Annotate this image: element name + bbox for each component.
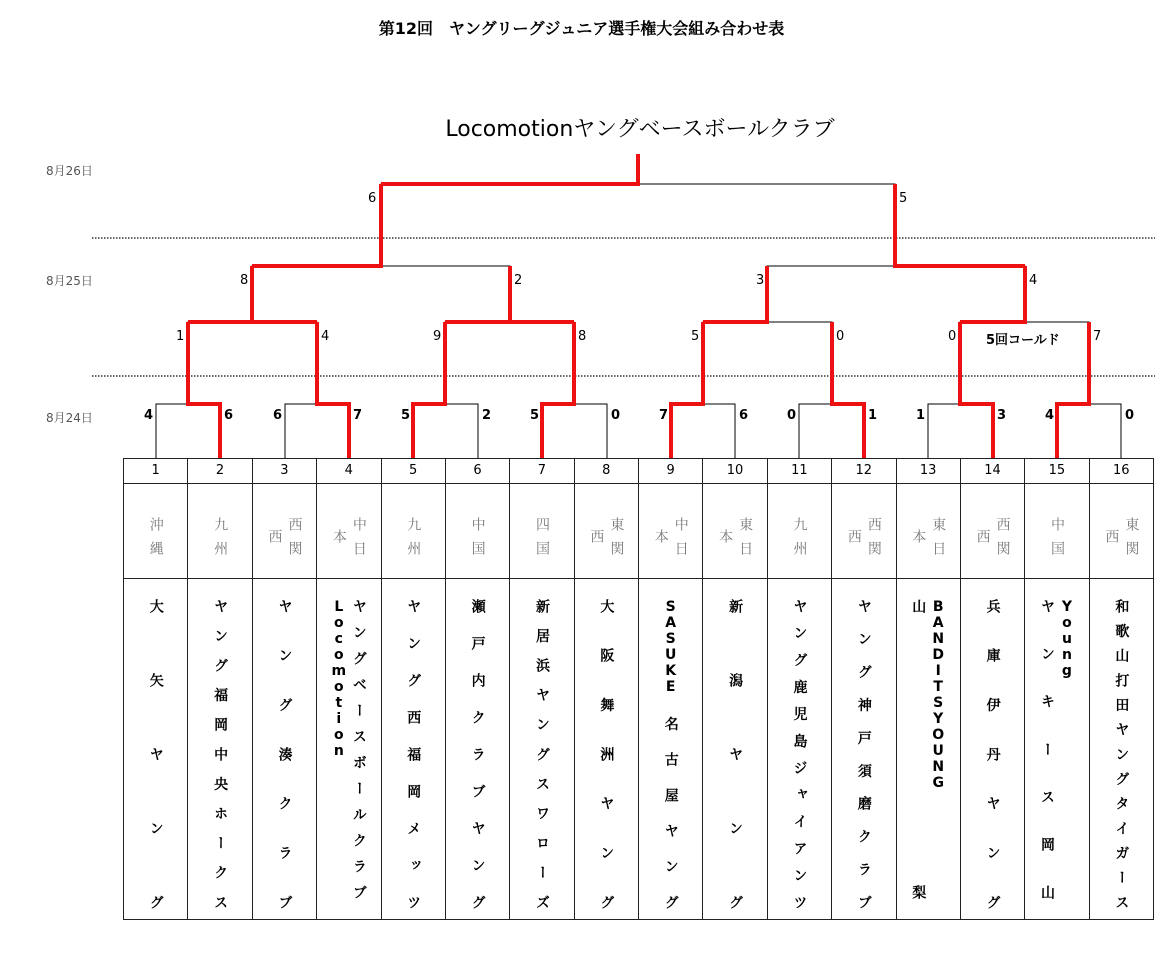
match-5-lines — [671, 404, 735, 458]
score-r1-2-left: 6 — [273, 408, 283, 423]
winner-path-r2a — [252, 266, 317, 322]
team-name-row — [124, 579, 1154, 920]
winner-path-2 — [188, 322, 220, 458]
team-name: ヤング湊クラブ — [276, 599, 293, 909]
score-r1-1-right: 6 — [224, 408, 234, 423]
team-number: 15 — [1025, 459, 1089, 484]
team-name: ヤング福岡中央ホークス — [212, 599, 229, 909]
score-r1-3-right: 2 — [482, 408, 492, 423]
match-9-lines — [188, 322, 317, 404]
score-r2-2-right: 8 — [578, 329, 587, 344]
team-name: 兵庫伊丹ヤング — [984, 599, 1001, 909]
team-number: 7 — [510, 459, 574, 484]
score-r2-4-left: 0 — [948, 329, 957, 344]
team-region: 中日本 — [330, 517, 367, 565]
entries-table — [123, 458, 1154, 920]
page-title: 第12回 ヤングリーグジュニア選手権大会組み合わせ表 — [378, 19, 785, 38]
score-r2-1-right: 4 — [321, 329, 330, 344]
match-11-lines — [703, 322, 832, 404]
score-r1-4-right: 0 — [611, 408, 621, 423]
team-name-line2: ヤングベースボールクラブ — [350, 599, 367, 899]
team-region: 東日本 — [717, 517, 754, 565]
team-name: 大矢ヤング — [147, 599, 164, 909]
match-4-lines — [542, 404, 607, 458]
date-final: 8月26日 — [46, 164, 93, 178]
team-region: 九州 — [212, 517, 229, 565]
score-r1-8-right: 0 — [1125, 408, 1135, 423]
team-number: 3 — [252, 459, 316, 484]
winner-path-r2e — [960, 266, 1025, 322]
team-region: 西関西 — [845, 517, 882, 565]
team-name: SASUKE名古屋ヤング — [662, 599, 679, 909]
team-number: 6 — [445, 459, 509, 484]
team-number: 5 — [381, 459, 445, 484]
score-r3-2-right: 4 — [1029, 273, 1038, 288]
called-game-note: 5回コールド — [986, 333, 1060, 348]
score-r2-3-right: 0 — [836, 329, 845, 344]
score-r2-1-left: 1 — [176, 329, 185, 344]
team-number: 4 — [317, 459, 381, 484]
score-r2-2-left: 9 — [433, 329, 442, 344]
match-1-lines — [156, 404, 220, 458]
final-lines — [381, 184, 895, 266]
team-number: 16 — [1089, 459, 1153, 484]
score-r1-6-right: 1 — [868, 408, 878, 423]
champion-name: Locomotionヤングベースボールクラブ — [445, 117, 835, 142]
team-name: Locomotion — [330, 599, 347, 759]
date-semis: 8月25日 — [46, 274, 93, 288]
match-3-lines — [413, 404, 478, 458]
match-7-lines — [928, 404, 993, 458]
tournament-bracket — [0, 0, 1163, 460]
winner-path-final — [381, 154, 638, 184]
winner-path-r3b — [895, 184, 1025, 266]
team-number: 9 — [639, 459, 703, 484]
winner-path-15 — [1057, 322, 1089, 458]
match-2-lines — [285, 404, 349, 458]
score-final-right: 5 — [899, 191, 908, 206]
score-r1-8-left: 4 — [1045, 408, 1055, 423]
score-r2-4-right: 7 — [1093, 329, 1102, 344]
team-name-line2: Young — [1058, 599, 1075, 679]
match-13-lines — [252, 266, 510, 322]
team-name: ヤング西福岡メッツ — [405, 599, 422, 909]
team-number-row — [124, 459, 1154, 484]
score-r1-2-right: 7 — [353, 408, 363, 423]
team-name: ヤング神戸須磨クラブ — [855, 599, 872, 909]
team-region: 西関西 — [266, 517, 303, 565]
score-r1-5-left: 7 — [659, 408, 669, 423]
team-region: 九州 — [791, 517, 808, 565]
team-number: 11 — [767, 459, 831, 484]
score-r3-2-left: 3 — [756, 273, 765, 288]
team-name: 大阪舞洲ヤング — [598, 599, 615, 909]
team-number: 13 — [896, 459, 960, 484]
score-r1-7-right: 3 — [997, 408, 1007, 423]
team-name-line2: BANDITSYOUNG — [930, 599, 947, 791]
team-name: ヤング鹿児島ジャイアンツ — [791, 599, 808, 909]
team-region: 東関西 — [588, 517, 625, 565]
date-first: 8月24日 — [46, 411, 93, 425]
team-region: 中国 — [1048, 517, 1065, 565]
team-region: 中日本 — [652, 517, 689, 565]
team-number: 12 — [832, 459, 896, 484]
team-name: 新潟ヤング — [727, 599, 744, 909]
match-6-lines — [799, 404, 864, 458]
score-r1-4-left: 5 — [530, 408, 540, 423]
team-region: 西関西 — [974, 517, 1011, 565]
team-number: 1 — [124, 459, 188, 484]
match-8-lines — [1057, 404, 1121, 458]
score-final-left: 6 — [368, 191, 377, 206]
team-number: 8 — [574, 459, 638, 484]
team-region: 東関西 — [1103, 517, 1140, 565]
match-14-lines — [767, 266, 1025, 322]
score-r3-1-left: 8 — [240, 273, 249, 288]
score-r2-3-left: 5 — [691, 329, 700, 344]
score-r1-6-left: 0 — [787, 408, 797, 423]
score-r1-7-left: 1 — [916, 408, 926, 423]
match-10-lines — [445, 322, 574, 404]
score-r1-5-right: 6 — [739, 408, 749, 423]
score-r1-3-left: 5 — [401, 408, 411, 423]
region-row — [124, 484, 1154, 579]
team-number: 2 — [188, 459, 252, 484]
team-region: 九州 — [405, 517, 422, 565]
team-name: 和歌山打田ヤングタイガース — [1113, 599, 1130, 909]
score-r1-1-left: 4 — [144, 408, 154, 423]
team-name: 瀬戸内クラブヤング — [469, 599, 486, 909]
team-region: 四国 — [533, 517, 550, 565]
team-number: 14 — [960, 459, 1024, 484]
team-region: 沖縄 — [147, 517, 164, 565]
team-number: 10 — [703, 459, 767, 484]
winner-path-r3a — [252, 184, 381, 266]
team-name: 山梨 — [910, 599, 927, 899]
team-name: 新居浜ヤングスワローズ — [533, 599, 550, 909]
team-region: 東日本 — [910, 517, 947, 565]
team-region: 中国 — [469, 517, 486, 565]
score-r3-1-right: 2 — [514, 273, 523, 288]
team-name: ヤンキース岡山 — [1038, 599, 1055, 899]
winner-path-7 — [542, 322, 574, 458]
